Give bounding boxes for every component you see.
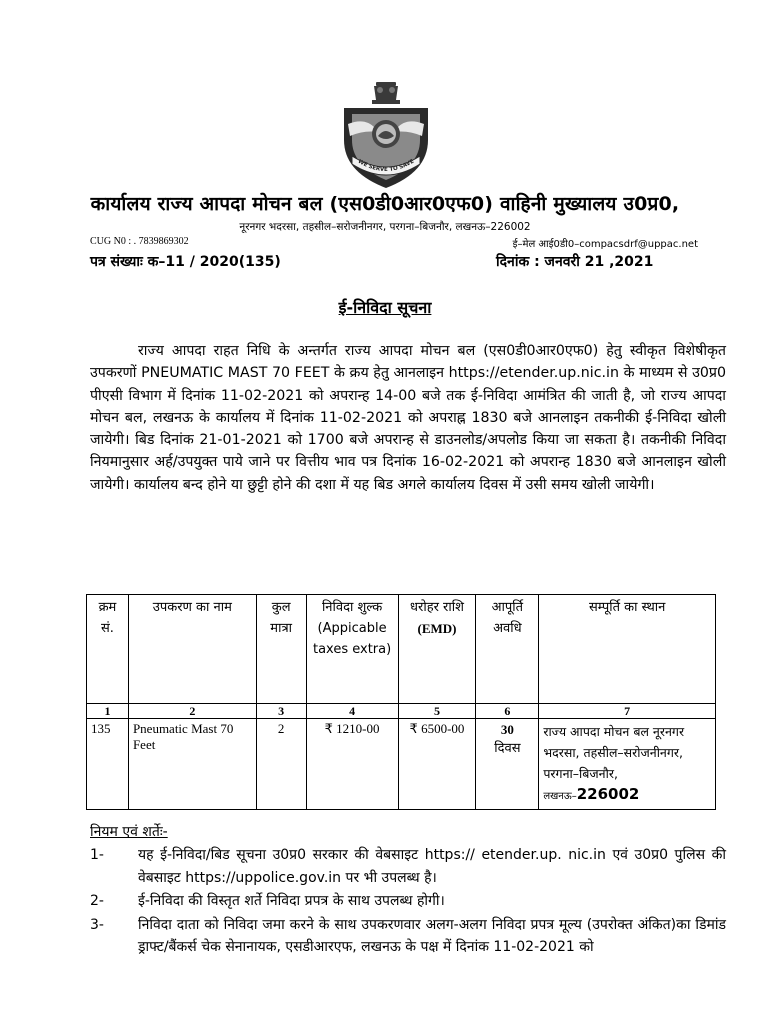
notice-heading: ई-निविदा सूचना [338, 298, 432, 317]
col-number: 7 [539, 704, 716, 719]
list-item [90, 914, 726, 959]
col-number: 4 [306, 704, 398, 719]
rules-list [90, 844, 726, 960]
notice-body: राज्य आपदा राहत निधि के अन्तर्गत राज्य आपदा मोचन बल (एस0डी0आर0एफ0) हेतु स्वीकृत विशेषीकृत उपकरणों PNEUMATIC MAST 70 FEET के क्रय हेतु आनलाइन https://etender.up.nic.in के माध्यम से उ0प्र0 पीएसी विभाग में दिनांक 11-02-2021 को अपरान्ह 14-00 बजे तक ई-निविदा आमंत्रित की जाती है, जो राज्य आपदा मोचन बल, लखनऊ के कार्यालय में दिनांक 11-02-2021 को अपराह्न 1830 बजे आनलाइन तकनीकी ई-निविदा खोली जायेगी। बिड दिनांक 21-01-2021 को 1700 बजे अपरान्ह से डाउनलोड/अपलोड किया जा सकता है। तकनीकी निविदा नियमानुसार अर्ह/उपयुक्त पाये जाने पर वित्तीय भाव पत्र दिनांक 16-02-2021 को अपरान्ह 1830 बजे आनलाइन खोली जायेगी। कार्यालय बन्द होने या छुट्टी होने की दशा में यह बिड अगले कार्यालय दिवस में उसी समय खोली जायेगी। [90, 343, 726, 493]
letter-number: पत्र संख्याः क–11 / 2020(135) [90, 254, 281, 270]
rule-number: 2- [90, 893, 104, 909]
cug-number: CUG N0 : . 7839869302 [90, 236, 189, 247]
header-place: सम्पूर्ति का स्थान [539, 595, 716, 704]
header-qty: कुल मात्रा [256, 595, 306, 704]
cell-place-pin: 226002 [576, 785, 640, 803]
rules-heading: नियम एवं शर्तेः- [90, 824, 168, 840]
header-fee: निविदा शुल्क (Appicable taxes extra) [306, 595, 398, 704]
cell-place [539, 719, 716, 810]
col-number: 3 [256, 704, 306, 719]
tender-items-table [86, 594, 716, 810]
cell-sno: 135 [87, 719, 129, 810]
header-emd-english: (EMD) [417, 621, 457, 636]
rule-text: यह ई-निविदा/बिड सूचना उ0प्र0 सरकार की वेबसाइट https:// etender.up. nic.in एवं उ0प्र0 पुलिस की वेबसाइट https://uppolice.gov.in पर भी उपलब्ध है। [138, 847, 726, 886]
logo-motto-text: WE SERVE TO SAVE [356, 158, 416, 174]
col-number: 1 [87, 704, 129, 719]
letter-date: दिनांक : जनवरी 21 ,2021 [496, 254, 654, 270]
column-number-row [87, 704, 716, 719]
cell-item: Pneumatic Mast 70 Feet [128, 719, 256, 810]
cell-fee: ₹ 1210-00 [306, 719, 398, 810]
cell-period-unit: दिवस [494, 741, 521, 756]
header-period: आपूर्ति अवधि [476, 595, 539, 704]
rule-text: ई-निविदा की विस्तृत शर्ते निविदा प्रपत्र के साथ उपलब्ध होगी। [138, 893, 445, 909]
cell-period-number: 30 [500, 722, 514, 737]
cell-emd: ₹ 6500-00 [398, 719, 476, 810]
table-row [87, 719, 716, 810]
col-number: 6 [476, 704, 539, 719]
office-title: कार्यालय राज्य आपदा मोचन बल (एस0डी0आर0एफ0) वाहिनी मुख्यालय उ0प्र0, [90, 193, 680, 215]
header-emd-hindi: धरोहर राशि [410, 600, 464, 615]
rule-number: 1- [90, 847, 104, 863]
lion-capital-icon [372, 82, 400, 104]
header-item: उपकरण का नाम [128, 595, 256, 704]
list-item [90, 890, 726, 913]
table-header-row [87, 595, 716, 704]
col-number: 5 [398, 704, 476, 719]
rule-number: 3- [90, 916, 104, 933]
col-number: 2 [128, 704, 256, 719]
header-emd [398, 595, 476, 704]
cell-place-address: राज्य आपदा मोचन बल नूरनगर भदरसा, तहसील–सरोजनीनगर, परगना–बिजनौर, [543, 724, 685, 781]
cell-qty: 2 [256, 719, 306, 810]
cell-place-city: लखनऊ– [543, 791, 577, 802]
rule-text: निविदा दाता को निविदा जमा करने के साथ उपकरणवार अलग-अलग निविदा प्रपत्र मूल्य (उपरोक्त अंकित)का डिमांड ड्राफ्ट/बैंकर्स चेक सेनानायक, एसडीआरएफ, लखनऊ के पक्ष में दिनांक 11-02-2021 को [138, 916, 726, 955]
sdrf-emblem-logo [334, 80, 438, 192]
header-sno: क्रम सं. [87, 595, 129, 704]
email-id: ई–मेल आई0डी0–compacsdrf@uppac.net [512, 239, 698, 250]
list-item [90, 844, 726, 889]
office-address: नूरनगर भदरसा, तहसील–सरोजनीनगर, परगना–बिजनौर, लखनऊ–226002 [239, 221, 531, 233]
cell-period [476, 719, 539, 810]
